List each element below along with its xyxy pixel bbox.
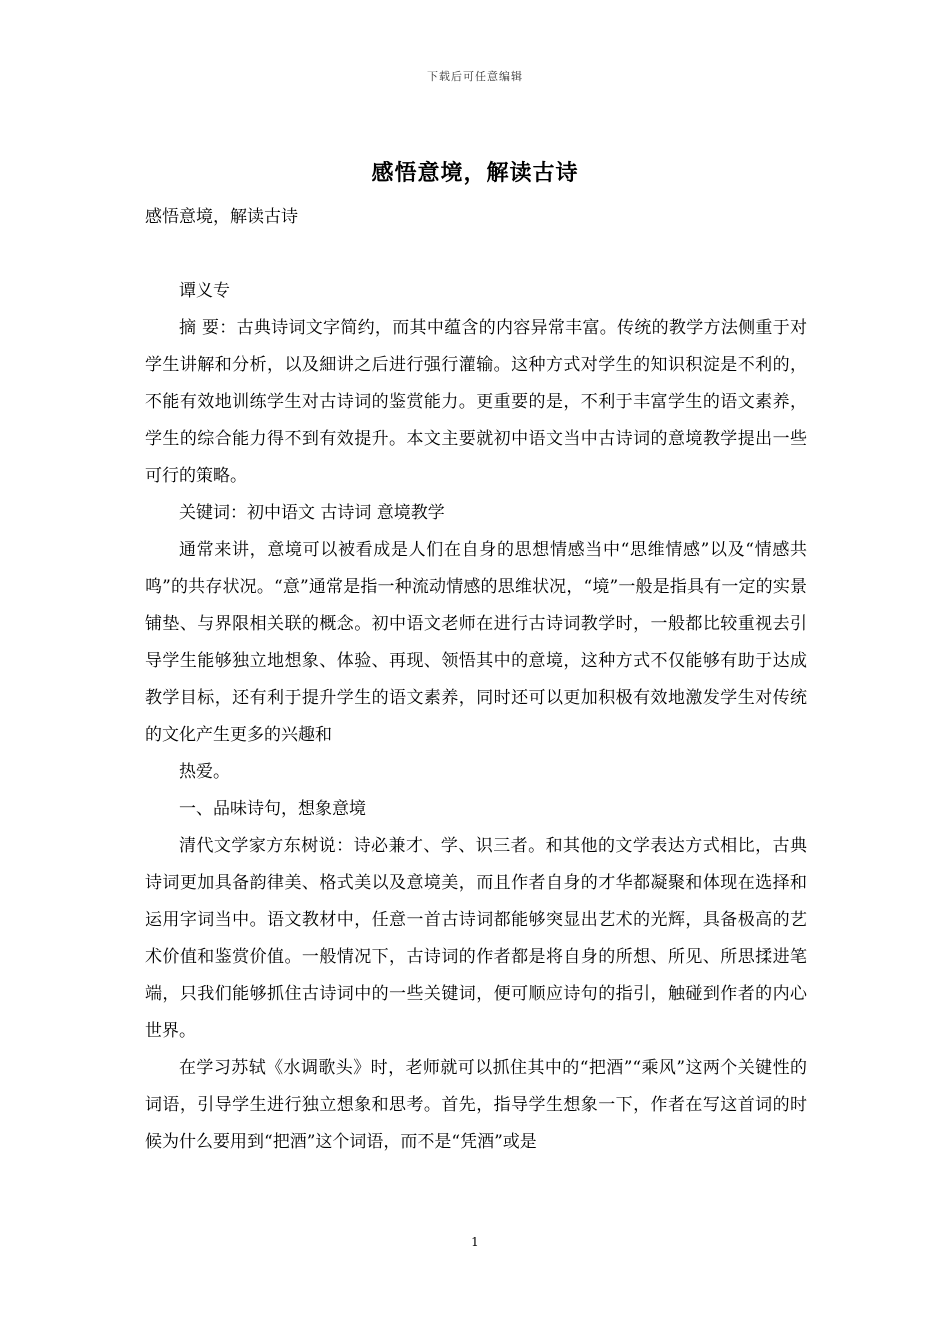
page-number: 1 bbox=[471, 1235, 479, 1249]
document-subtitle: 感悟意境，解读古诗 bbox=[145, 207, 298, 227]
intro-continuation: 热爱。 bbox=[179, 762, 230, 782]
document-title: 感悟意境，解读古诗 bbox=[371, 160, 579, 186]
intro-paragraph: 通常来讲，意境可以被看成是人们在自身的思想情感当中“思维情感”以及“情感共鸣”的共存状况。“意”通常是指一种流动情感的思维状况，“境”一般是指具有一定的实景铺垫、与界限相关联的概念。初中语文老师在进行古诗词教学时，一般都比较重视去引导学生能够独立地想象、体验、再现、领悟其中的意境，这种方式不仅能够有助于达成教学目标，还有利于提升学生的语文素养，同时还可以更加积极有效地激发学生对传统的文化产生更多的兴趣和 bbox=[145, 540, 807, 745]
section-heading: 一、品味诗句，想象意境 bbox=[179, 799, 366, 819]
header-note: 下载后可任意编辑 bbox=[427, 70, 523, 83]
section-paragraph: 在学习苏轼《水调歌头》时，老师就可以抓住其中的“把酒”“乘风”这两个关键性的词语，引导学生进行独立想象和思考。首先，指导学生想象一下，作者在写这首词的时候为什么要用到“把酒”这个词语，而不是“凭酒”或是 bbox=[145, 1058, 807, 1152]
keywords-line: 关键词：初中语文 古诗词 意境教学 bbox=[179, 503, 445, 523]
section-paragraph: 清代文学家方东树说：诗必兼才、学、识三者。和其他的文学表达方式相比，古典诗词更加具备韵律美、格式美以及意境美，而且作者自身的才华都凝聚和体现在选择和运用字词当中。语文教材中，任意一首古诗词都能够突显出艺术的光辉，具备极高的艺术价值和鉴赏价值。一般情况下，古诗词的作者都是将自身的所想、所见、所思揉进笔端，只我们能够抓住古诗词中的一些关键词，便可顺应诗句的指引，触碰到作者的内心世界。 bbox=[145, 836, 807, 1041]
abstract-paragraph: 摘 要：古典诗词文字简约，而其中蕴含的内容异常丰富。传统的教学方法侧重于对学生讲解和分析，以及細讲之后进行强行灌输。这种方式对学生的知识积淀是不利的，不能有效地训练学生对古诗词的鉴赏能力。更重要的是，不利于丰富学生的语文素养，学生的综合能力得不到有效提升。本文主要就初中语文当中古诗词的意境教学提出一些可行的策略。 bbox=[145, 318, 807, 486]
author-line: 谭义专 bbox=[179, 281, 230, 301]
document-body bbox=[145, 273, 807, 1161]
